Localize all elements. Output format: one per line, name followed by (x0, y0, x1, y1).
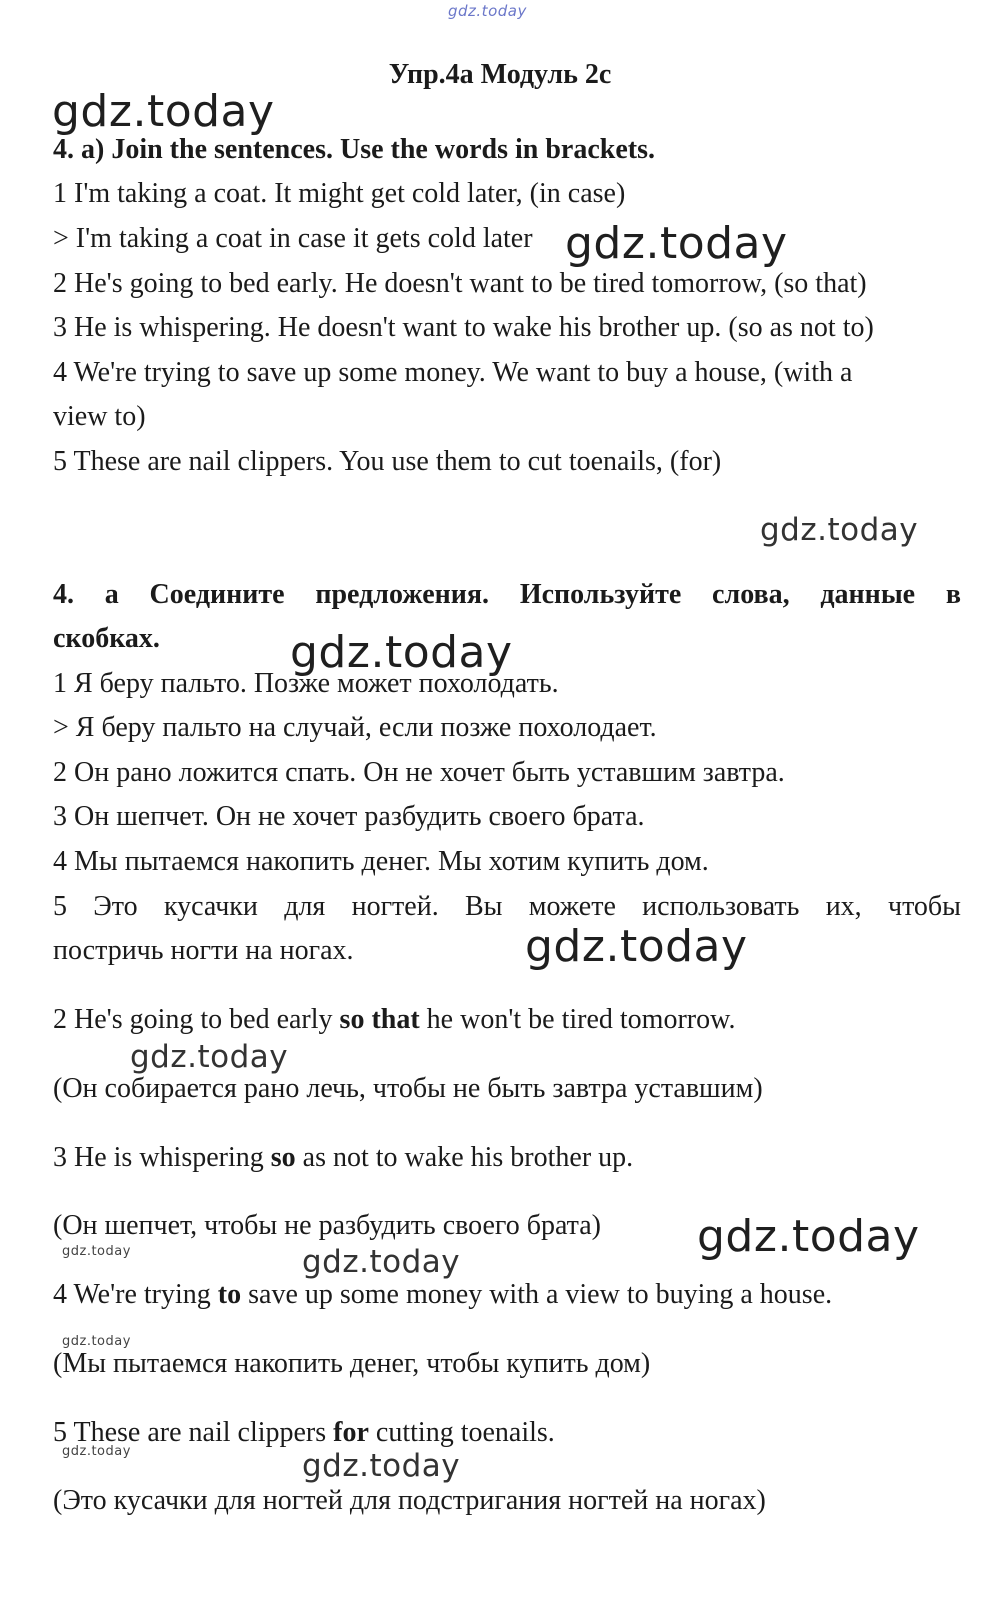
page-title: Упр.4а Модуль 2c (388, 59, 612, 90)
watermark: gdz.today (302, 1244, 461, 1280)
translation-line: 4 Мы пытаемся накопить денег. Мы хотим купить дом. (53, 846, 709, 877)
answer-keyword: so that (339, 1004, 420, 1035)
answer-translation: (Он шепчет, чтобы не разбудить своего брата) (53, 1210, 601, 1241)
answer-text: he won't be tired tomorrow. (419, 1004, 736, 1035)
translation-line: 5 Это кусачки для ногтей. Вы можете использовать их, чтобы (53, 891, 961, 922)
answer-text: cutting toenails. (368, 1417, 555, 1448)
exercise-line: view to) (53, 401, 146, 432)
exercise-number: 4. a) (53, 134, 105, 165)
answer-line (53, 1003, 736, 1037)
watermark: gdz.today (302, 1448, 461, 1484)
translation-line: 2 Он рано ложится спать. Он не хочет быть уставшим завтра. (53, 757, 785, 788)
exercise-heading-russian-cont: скобках. (53, 623, 160, 654)
watermark-small: gdz.today (62, 1444, 131, 1459)
exercise-line: > I'm taking a coat in case it gets cold later (53, 223, 533, 254)
answer-keyword: so (270, 1142, 296, 1173)
watermark-small: gdz.today (62, 1244, 131, 1259)
answer-line (53, 1141, 633, 1175)
answer-translation: (Это кусачки для ногтей для подстригания ногтей на ногах) (53, 1485, 766, 1516)
answer-keyword: for (333, 1417, 369, 1448)
answer-text: 4 We're trying (53, 1279, 218, 1310)
exercise-line: 2 He's going to bed early. He doesn't want to be tired tomorrow, (so that) (53, 268, 867, 299)
exercise-line: 4 We're trying to save up some money. We want to buy a house, (with a (53, 357, 853, 388)
watermark: gdz.today (52, 86, 275, 137)
watermark: gdz.today (565, 218, 788, 269)
exercise-heading-russian: 4. а Соедините предложения. Используйте слова, данные в (53, 579, 961, 610)
answer-text: 5 These are nail clippers (53, 1417, 334, 1448)
answer-translation: (Мы пытаемся накопить денег, чтобы купить дом) (53, 1348, 651, 1379)
watermark-small: gdz.today (62, 1334, 131, 1349)
exercise-line: 5 These are nail clippers. You use them to cut toenails, (for) (53, 446, 722, 477)
exercise-line: 1 I'm taking a coat. It might get cold later, (in case) (53, 178, 626, 209)
answer-text: save up some money with a view to buying a house. (241, 1279, 833, 1310)
watermark: gdz.today (697, 1211, 920, 1262)
answer-line (53, 1416, 555, 1450)
watermark: gdz.today (130, 1039, 289, 1075)
watermark-top: gdz.today (448, 2, 527, 20)
answer-line (53, 1278, 832, 1312)
watermark: gdz.today (290, 627, 513, 678)
answer-keyword: to (217, 1279, 242, 1310)
exercise-heading-english (53, 133, 655, 167)
watermark: gdz.today (525, 921, 748, 972)
exercise-instruction: Join the sentences. Use the words in brackets. (111, 134, 655, 165)
translation-line: постричь ногти на ногах. (53, 935, 354, 966)
answer-text: as not to wake his brother up. (295, 1142, 634, 1173)
exercise-line: 3 He is whispering. He doesn't want to wake his brother up. (so as not to) (53, 312, 874, 343)
answer-translation: (Он собирается рано лечь, чтобы не быть завтра уставшим) (53, 1073, 763, 1104)
translation-line: 3 Он шепчет. Он не хочет разбудить своего брата. (53, 801, 645, 832)
answer-text: 2 He's going to bed early (53, 1004, 340, 1035)
watermark: gdz.today (760, 512, 919, 548)
translation-line: 1 Я беру пальто. Позже может похолодать. (53, 668, 559, 699)
answer-text: 3 He is whispering (53, 1142, 271, 1173)
translation-line: > Я беру пальто на случай, если позже похолодает. (53, 712, 657, 743)
